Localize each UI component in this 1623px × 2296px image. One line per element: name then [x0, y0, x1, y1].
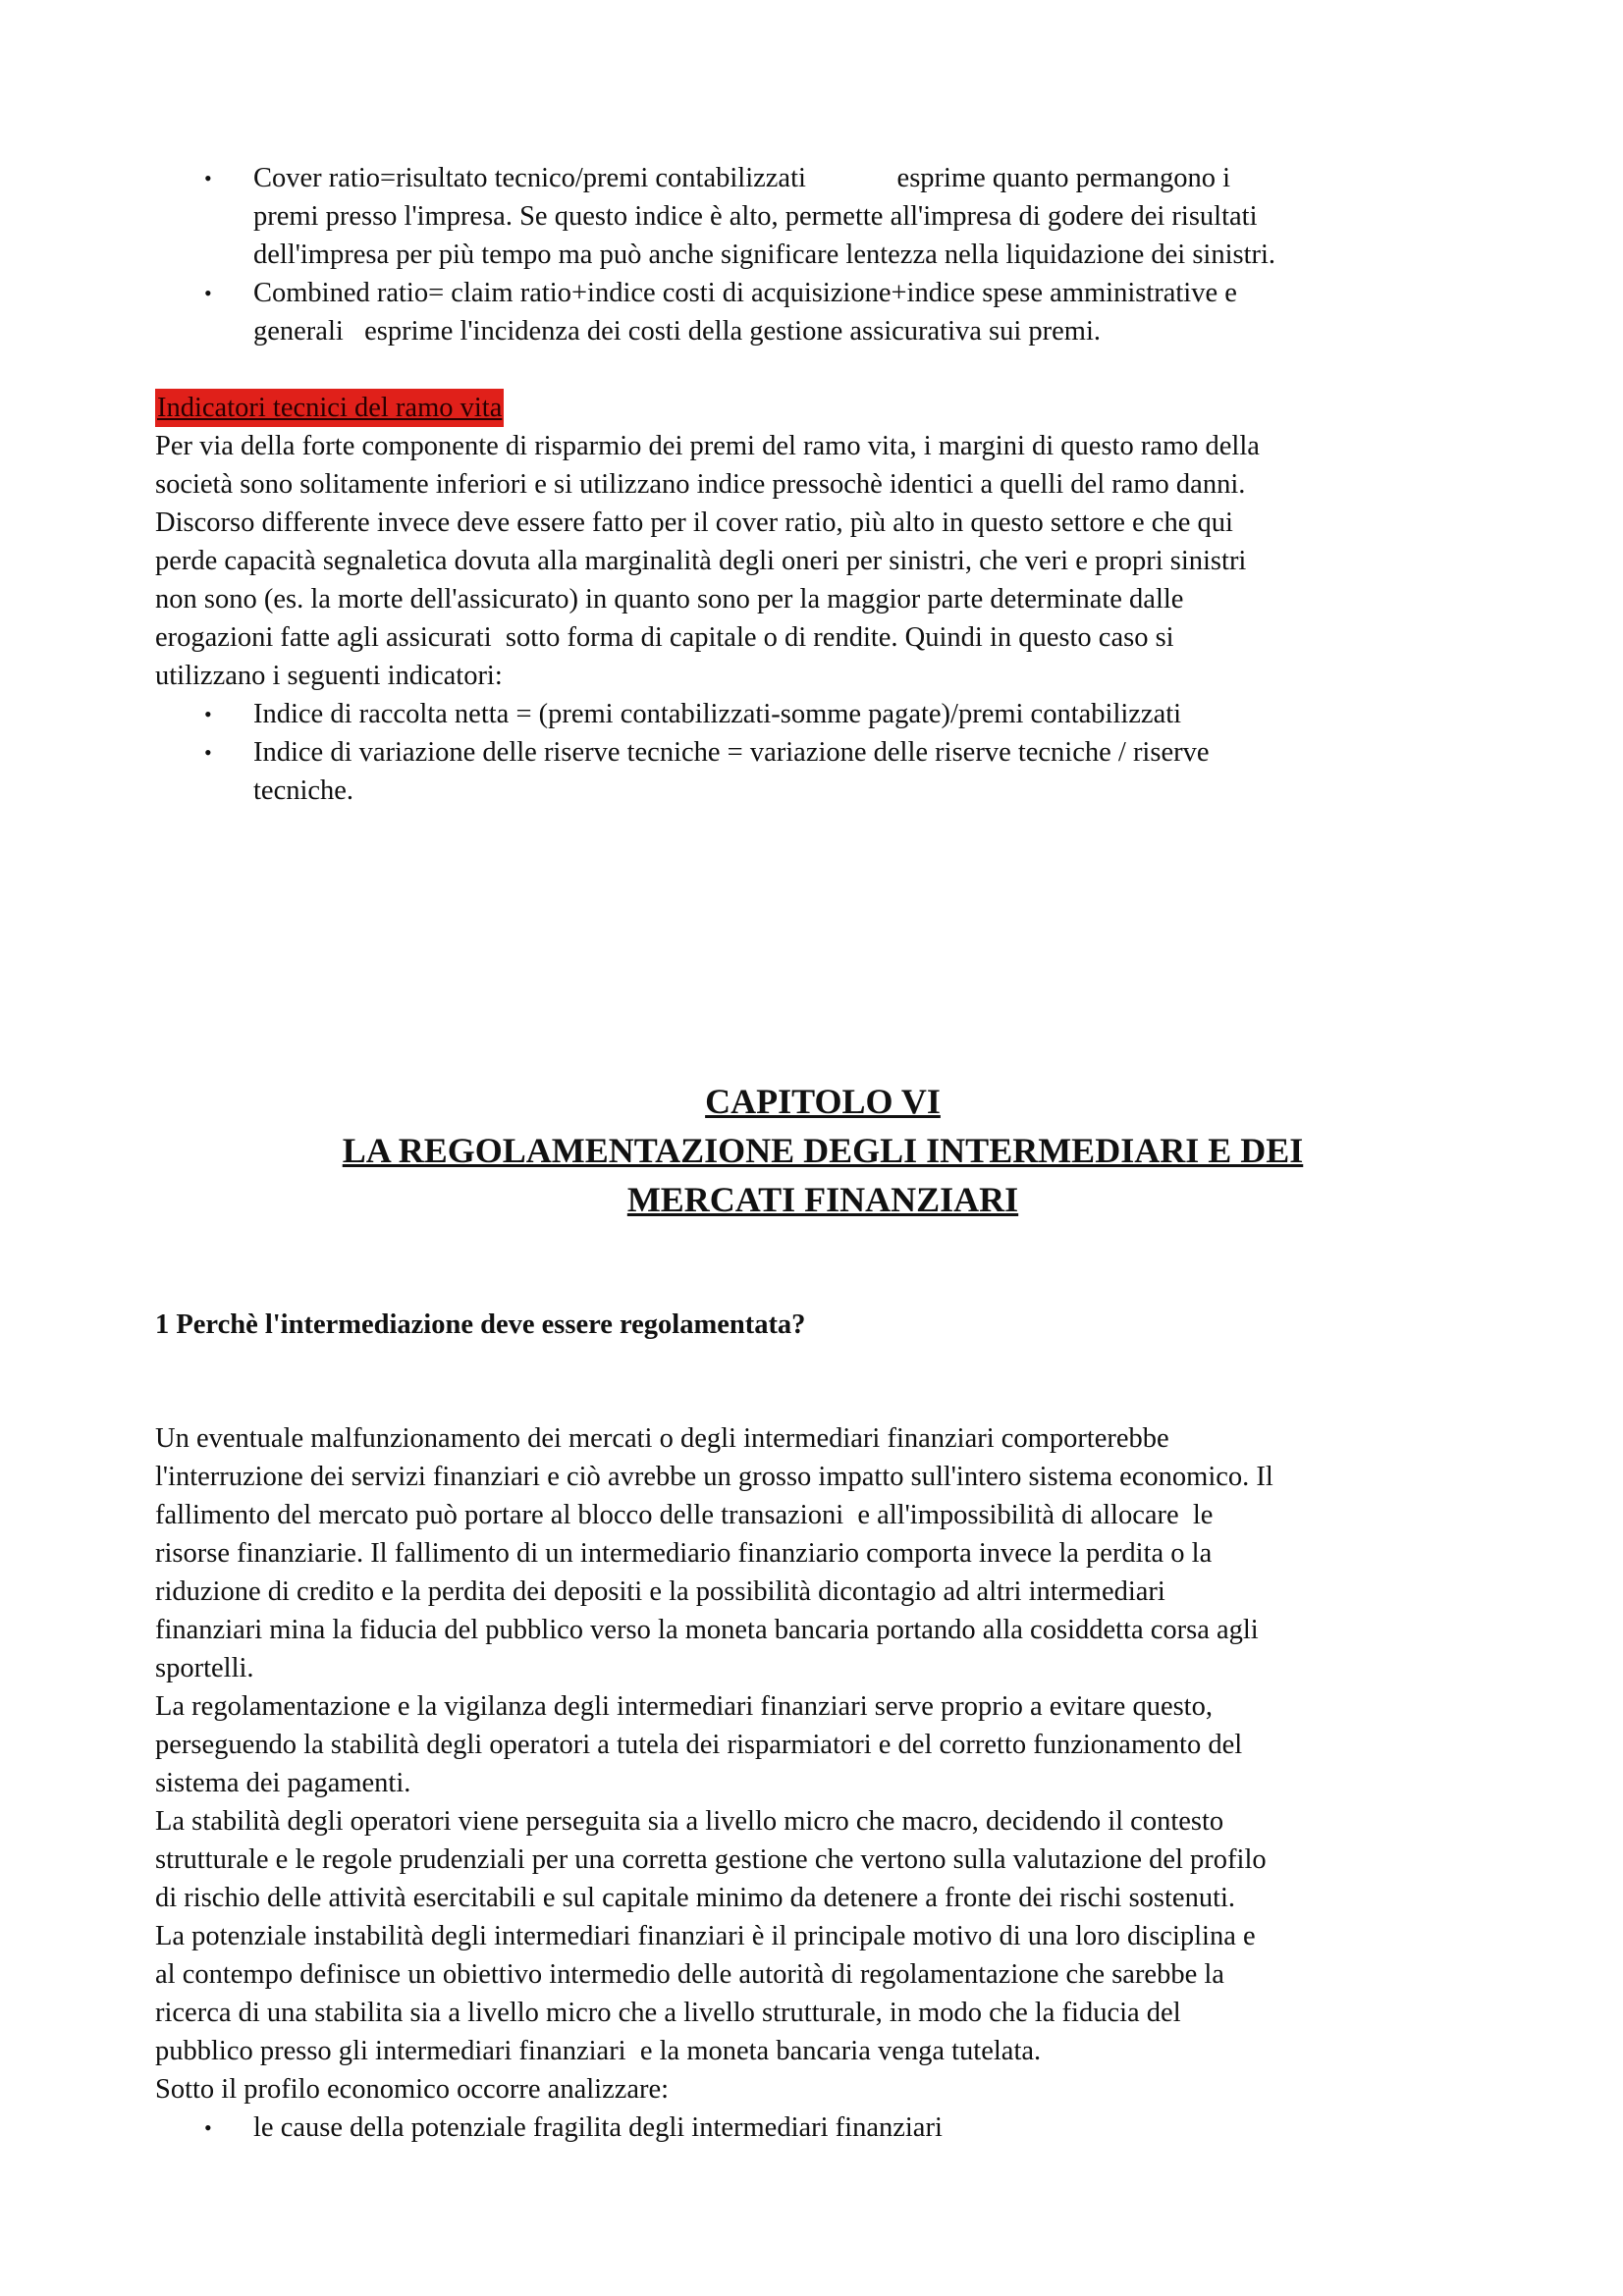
paragraph-line: perde capacità segnaletica dovuta alla marginalità degli oneri per sinistri, che veri e propri sinistri	[155, 546, 1247, 576]
bullet-icon: •	[204, 702, 212, 726]
top-bullet-list	[155, 159, 1490, 350]
list-item	[155, 2109, 1490, 2147]
paragraph-line: Discorso differente invece deve essere fatto per il cover ratio, più alto in questo settore e che qui	[155, 507, 1233, 538]
bullet-icon: •	[204, 2115, 212, 2140]
chapter-title-line: MERCATI FINANZIARI	[626, 1180, 1019, 1219]
paragraph-line: sportelli.	[155, 1653, 254, 1683]
section-heading: 1 Perchè l'intermediazione deve essere regolamentata?	[155, 1309, 806, 1340]
chapter-title-line: LA REGOLAMENTAZIONE DEGLI INTERMEDIARI E DEI	[342, 1131, 1304, 1170]
list-item-line: Combined ratio= claim ratio+indice costi di acquisizione+indice spese amministrative e	[253, 278, 1237, 308]
paragraph-line: ricerca di una stabilita sia a livello micro che a livello strutturale, in modo che la fiducia del	[155, 1998, 1181, 2028]
paragraph-line: Sotto il profilo economico occorre analizzare:	[155, 2074, 670, 2105]
paragraph-line: finanziari mina la fiducia del pubblico verso la moneta bancaria portando alla cosiddetta corsa agli	[155, 1615, 1259, 1645]
list-item-line: premi presso l'impresa. Se questo indice è alto, permette all'impresa di godere dei risultati	[253, 201, 1258, 232]
list-item-line: generali esprime l'incidenza dei costi della gestione assicurativa sui premi.	[253, 316, 1102, 347]
bullet-icon: •	[204, 740, 212, 765]
list-item	[155, 695, 1490, 733]
paragraph-line: risorse finanziarie. Il fallimento di un intermediario finanziario comporta invece la perdita o la	[155, 1538, 1213, 1569]
paragraph-line: erogazioni fatte agli assicurati sotto forma di capitale o di rendite. Quindi in questo caso si	[155, 622, 1174, 653]
list-item-line: Cover ratio=risultato tecnico/premi contabilizzati esprime quanto permangono i	[253, 163, 1231, 193]
paragraph-line: perseguendo la stabilità degli operatori a tutela dei risparmiatori e del corretto funzionamento del	[155, 1730, 1243, 1760]
paragraph-line: non sono (es. la morte dell'assicurato) in quanto sono per la maggior parte determinate dalle	[155, 584, 1184, 614]
list-item	[155, 733, 1490, 810]
list-item-line: Indice di raccolta netta = (premi contabilizzati-somme pagate)/premi contabilizzati	[253, 699, 1182, 729]
paragraph-line: di rischio delle attività esercitabili e sul capitale minimo da detenere a fronte dei rischi sostenuti.	[155, 1883, 1236, 1913]
list-item-line: Indice di variazione delle riserve tecniche = variazione delle riserve tecniche / riserve	[253, 737, 1210, 768]
list-item-line: tecniche.	[253, 775, 354, 806]
paragraph-line: sistema dei pagamenti.	[155, 1768, 411, 1798]
paragraph-line: fallimento del mercato può portare al blocco delle transazioni e all'impossibilità di allocare le	[155, 1500, 1214, 1530]
paragraph-line: riduzione di credito e la perdita dei depositi e la possibilità dicontagio ad altri intermediari	[155, 1576, 1165, 1607]
list-item	[155, 159, 1490, 274]
chapter-title	[155, 1077, 1490, 1224]
paragraph-line: società sono solitamente inferiori e si utilizzano indice pressochè identici a quelli del ramo danni.	[155, 469, 1246, 500]
vita-paragraph	[155, 427, 1490, 695]
bullet-icon: •	[204, 281, 212, 305]
paragraph-line: l'interruzione dei servizi finanziari e ciò avrebbe un grosso impatto sull'intero sistema economico. Il	[155, 1462, 1273, 1492]
section-label-row	[155, 389, 1490, 427]
paragraph-line: La stabilità degli operatori viene perseguita sia a livello micro che macro, decidendo il contesto	[155, 1806, 1224, 1837]
final-bullet-list	[155, 2109, 1490, 2147]
paragraph-line: La regolamentazione e la vigilanza degli intermediari finanziari serve proprio a evitare questo,	[155, 1691, 1213, 1722]
paragraph-line: al contempo definisce un obiettivo intermedio delle autorità di regolamentazione che sarebbe la	[155, 1959, 1224, 1990]
list-item-line: dell'impresa per più tempo ma può anche significare lentezza nella liquidazione dei sinistri.	[253, 240, 1276, 270]
section-label: Indicatori tecnici del ramo vita	[155, 389, 504, 427]
paragraph-line: strutturale e le regole prudenziali per una corretta gestione che vertono sulla valutazione del profilo	[155, 1844, 1267, 1875]
list-item-line: le cause della potenziale fragilita degli intermediari finanziari	[253, 2112, 943, 2143]
paragraph-line: pubblico presso gli intermediari finanziari e la moneta bancaria venga tutelata.	[155, 2036, 1042, 2066]
body-paragraph	[155, 1419, 1490, 2109]
chapter-number: CAPITOLO VI	[705, 1082, 941, 1121]
vita-bullet-list	[155, 695, 1490, 810]
list-item	[155, 274, 1490, 350]
paragraph-line: utilizzano i seguenti indicatori:	[155, 661, 503, 691]
paragraph-line: Per via della forte componente di risparmio dei premi del ramo vita, i margini di questo ramo della	[155, 431, 1260, 461]
bullet-icon: •	[204, 166, 212, 190]
paragraph-line: Un eventuale malfunzionamento dei mercati o degli intermediari finanziari comporterebbe	[155, 1423, 1169, 1454]
paragraph-line: La potenziale instabilità degli intermediari finanziari è il principale motivo di una loro disciplina e	[155, 1921, 1256, 1951]
